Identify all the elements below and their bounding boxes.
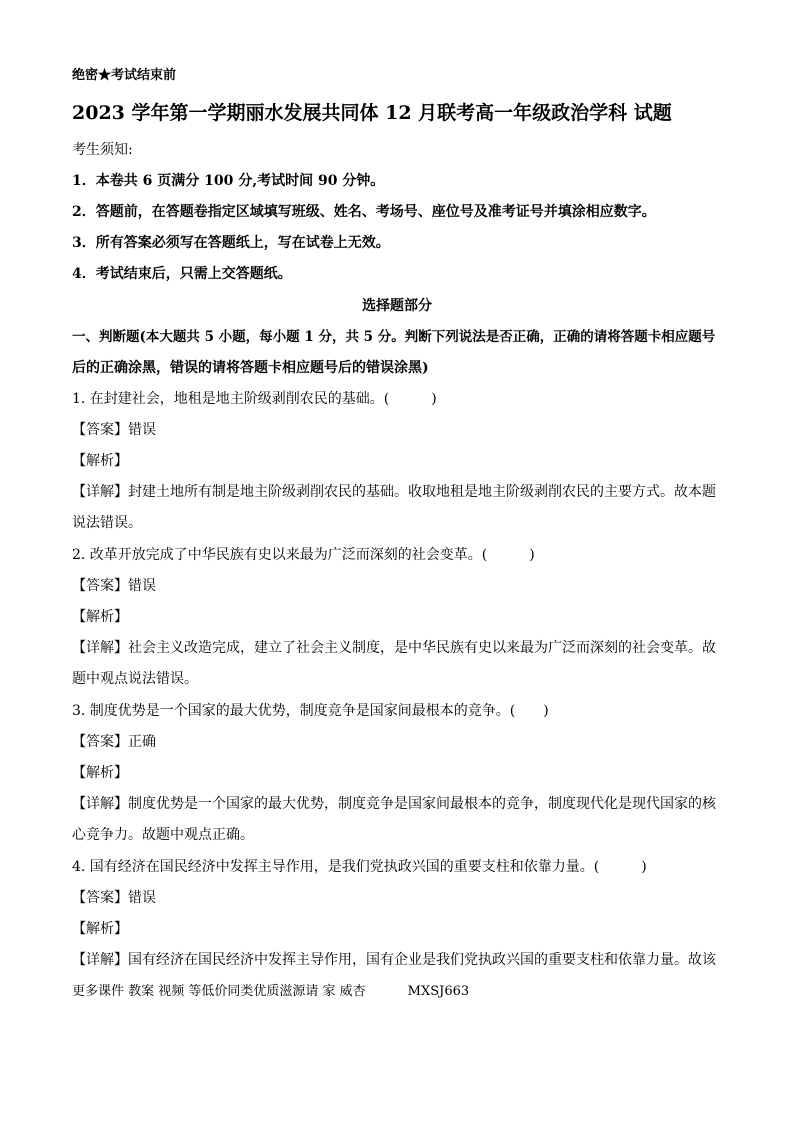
answer-label: 【答案】: [72, 578, 128, 594]
answer-line: [72, 576, 156, 596]
answer-value: 正确: [128, 734, 156, 750]
answer-line: [72, 732, 156, 752]
detail-text: 说法错误。: [72, 515, 142, 531]
detail-label: 【详解】: [72, 484, 128, 500]
notice-item: 3．所有答案必须写在答题纸上，写在试卷上无效。: [72, 235, 390, 251]
footer: [72, 982, 469, 1002]
detail-label: 【详解】: [72, 640, 128, 656]
detail-label: 【详解】: [72, 952, 128, 968]
analysis-label: 【解析】: [72, 609, 128, 625]
section-title: 选择题部分: [362, 298, 432, 314]
question-text: 2. 改革开放完成了中华民族有史以来最为广泛而深刻的社会变革。( ): [72, 547, 535, 563]
part-heading: 一、判断题(本大题共 5 小题，每小题 1 分，共 5 分。判断下列说法是否正确，正确的请将答题卡相应题号: [72, 329, 716, 345]
page-title: 2023 学年第一学期丽水发展共同体 12 月联考高一年级政治学科 试题: [72, 102, 672, 124]
detail-line: [72, 638, 716, 658]
detail-text: 题中观点说法错误。: [72, 671, 198, 687]
answer-label: 【答案】: [72, 890, 128, 906]
secret-mark: 绝密★考试结束前: [72, 68, 177, 83]
answer-line: [72, 420, 156, 440]
notice-item: 4．考试结束后，只需上交答题纸。: [72, 266, 292, 282]
question-text: 4. 国有经济在国民经济中发挥主导作用，是我们党执政兴国的重要支柱和依靠力量。( ): [72, 859, 647, 875]
detail-line: [72, 794, 716, 814]
analysis-label: 【解析】: [72, 453, 128, 469]
answer-value: 错误: [128, 422, 156, 438]
analysis-label: 【解析】: [72, 921, 128, 937]
answer-label: 【答案】: [72, 422, 128, 438]
detail-text: 封建土地所有制是地主阶级剥削农民的基础。收取地租是地主阶级剥削农民的主要方式。故本题: [128, 484, 716, 500]
answer-value: 错误: [128, 890, 156, 906]
detail-label: 【详解】: [72, 796, 128, 812]
question-text: 1. 在封建社会，地租是地主阶级剥削农民的基础。( ): [72, 391, 437, 407]
analysis-label: 【解析】: [72, 765, 128, 781]
footer-text: 更多课件 教案 视频 等低价同类优质滋源请 家 威杏: [72, 984, 366, 999]
detail-text: 国有经济在国民经济中发挥主导作用，国有企业是我们党执政兴国的重要支柱和依靠力量。故该: [128, 952, 716, 968]
footer-code: MXSJ663: [407, 984, 470, 999]
detail-text: 心竞争力。故题中观点正确。: [72, 827, 254, 843]
part-heading: 后的正确涂黑，错误的请将答题卡相应题号后的错误涂黑): [72, 360, 429, 376]
answer-value: 错误: [128, 578, 156, 594]
detail-text: 制度优势是一个国家的最大优势，制度竞争是国家间最根本的竞争，制度现代化是现代国家的核: [128, 796, 716, 812]
detail-text: 社会主义改造完成，建立了社会主义制度，是中华民族有史以来最为广泛而深刻的社会变革。故: [128, 640, 716, 656]
notice-item: 2．答题前，在答题卷指定区域填写班级、姓名、考场号、座位号及准考证号并填涂相应数字。: [72, 204, 656, 220]
notice-item: 1．本卷共 6 页满分 100 分,考试时间 90 分钟。: [72, 173, 385, 189]
question-text: 3. 制度优势是一个国家的最大优势，制度竞争是国家间最根本的竞争。( ): [72, 703, 549, 719]
notice-heading: 考生须知:: [72, 142, 133, 158]
detail-line: [72, 482, 716, 502]
answer-line: [72, 888, 156, 908]
detail-line: [72, 950, 716, 970]
answer-label: 【答案】: [72, 734, 128, 750]
